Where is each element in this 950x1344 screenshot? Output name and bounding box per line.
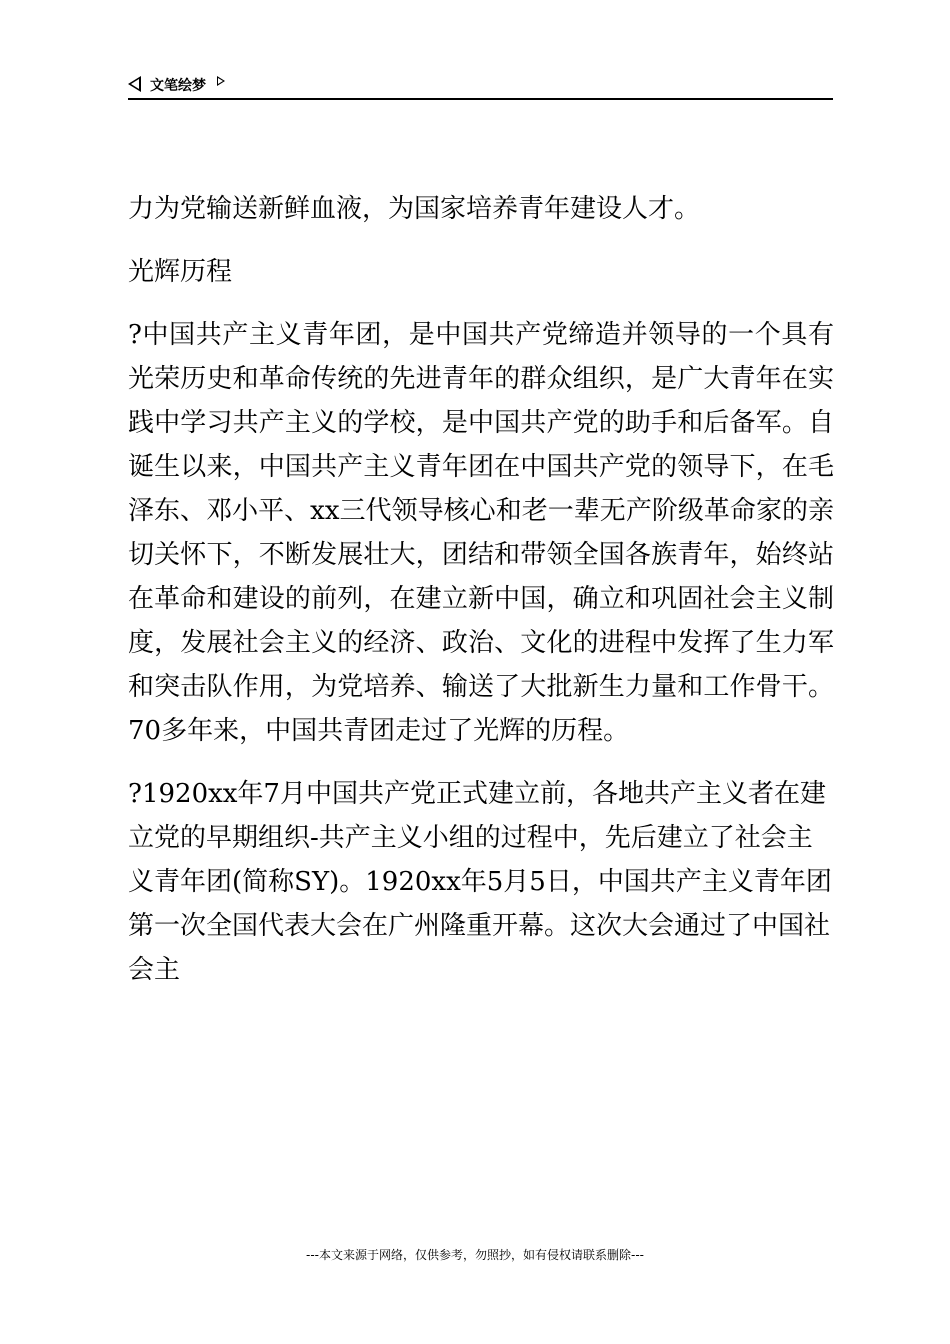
document-body xyxy=(128,187,834,1011)
footer-disclaimer: ---本文来源于网络，仅供参考，勿照抄，如有侵权请联系删除--- xyxy=(306,1248,644,1262)
paragraph-introduction: ?中国共产主义青年团，是中国共产党缔造并领导的一个具有光荣历史和革命传统的先进青年的群众组织，是广大青年在实践中学习共产主义的学校，是中国共产党的助手和后备军。自诞生以来，中国共产主义青年团在中国共产党的领导下，在毛泽东、邓小平、xx三代领导核心和老一辈无产阶级革命家的亲切关怀下，不断发展壮大，团结和带领全国各族青年，始终站在革命和建设的前列，在建立新中国，确立和巩固社会主义制度，发展社会主义的经济、政治、文化的进程中发挥了生力军和突击队作用，为党培养、输送了大批新生力量和工作骨干。70多年来，中国共青团走过了光辉的历程。 xyxy=(128,320,834,746)
page-header xyxy=(128,74,833,100)
triangle-left-icon xyxy=(128,76,141,92)
section-heading: 光辉历程 xyxy=(128,257,233,287)
header-title: 文笔绘梦 xyxy=(150,78,206,94)
paragraph-history: ?1920xx年7月中国共产党正式建立前，各地共产主义者在建立党的早期组织-共产主义小组的过程中，先后建立了社会主义青年团(简称SY)。1920xx年5月5日，中国共产主义青年团第一次全国代表大会在广州隆重开幕。这次大会通过了中国社会主 xyxy=(128,779,832,985)
triangle-right-icon xyxy=(217,76,225,86)
paragraph-continuation: 力为党输送新鲜血液，为国家培养青年建设人才。 xyxy=(128,194,701,224)
